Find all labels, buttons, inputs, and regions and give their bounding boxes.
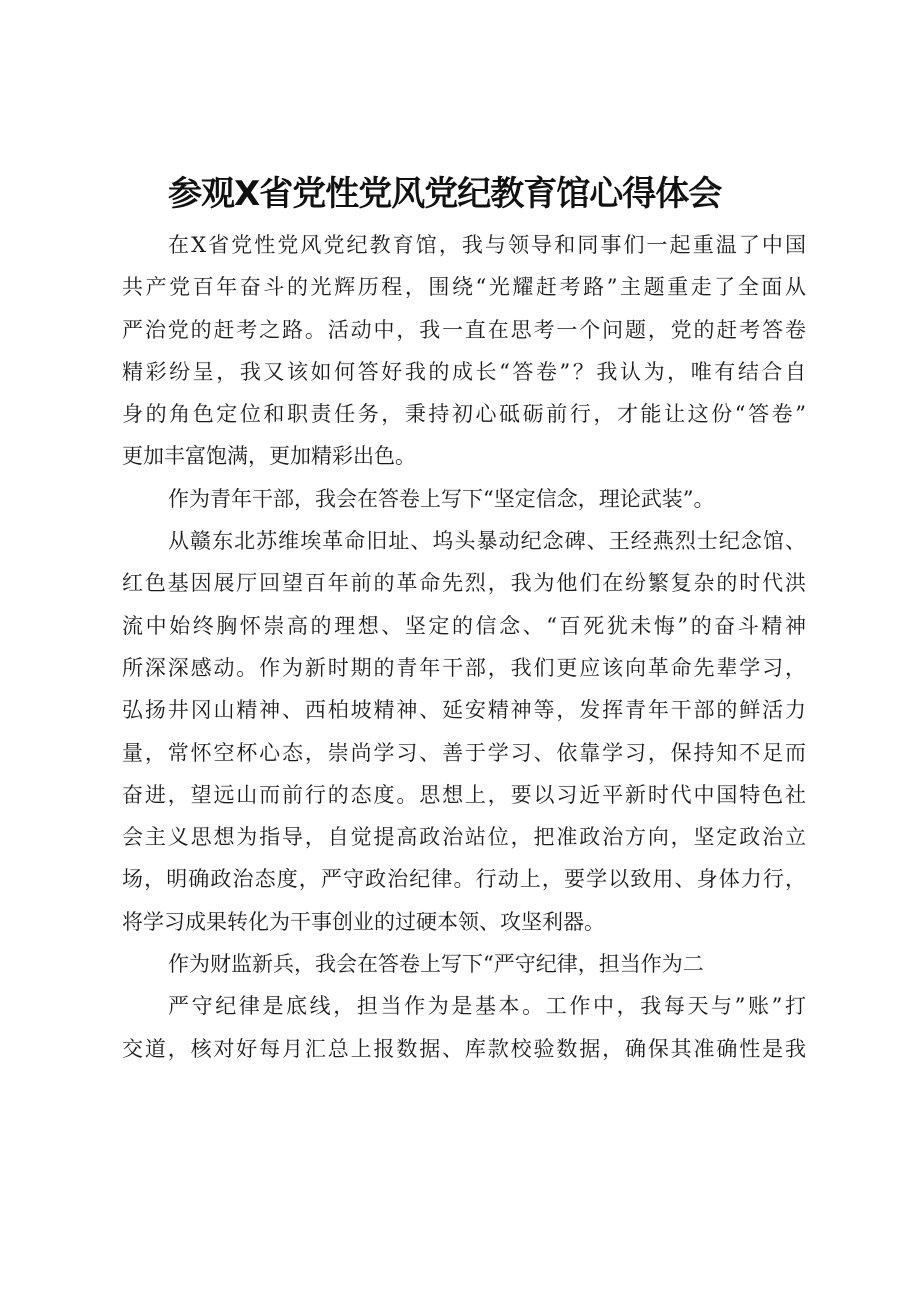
text-line: 红色基因展厅回望百年前的革命先烈，我为他们在纷繁复杂的时代洪 <box>122 571 806 596</box>
text-line: 作为财监新兵，我会在答卷上写下“严守纪律，担当作为二 <box>168 952 704 977</box>
text-line: 弘扬井冈山精神、西柏坡精神、延安精神等，发挥青年干部的鲜活力 <box>122 698 806 723</box>
text-line: 量，常怀空杯心态，崇尚学习、善于学习、依靠学习，保持知不足而 <box>122 740 806 765</box>
text-line: 所深深感动。作为新时期的青年干部，我们更应该向革命先辈学习， <box>122 655 806 680</box>
paragraph <box>122 224 806 478</box>
paragraph <box>122 943 806 985</box>
text-line: 交道，核对好每月汇总上报数据、库款校验数据，确保其准确性是我 <box>122 1036 806 1061</box>
paragraph <box>122 478 806 520</box>
text-line: 严守纪律是底线，担当作为是基本。工作中，我每天与”账”打 <box>168 994 806 1019</box>
text-line: 场，明确政治态度，严守政治纪律。行动上，要学以致用、身体力行， <box>122 867 806 892</box>
text-line: 严治党的赶考之路。活动中，我一直在思考一个问题，党的赶考答卷 <box>122 317 806 342</box>
paragraph <box>122 985 806 1070</box>
text-line: 身的角色定位和职责任务，秉持初心砥砺前行，才能让这份“答卷” <box>122 402 806 427</box>
text-line: 作为青年干部，我会在答卷上写下“坚定信念，理论武装”。 <box>168 486 715 511</box>
text-line: 精彩纷呈，我又该如何答好我的成长“答卷”？我认为，唯有结合自 <box>122 359 806 384</box>
text-line: 共产党百年奋斗的光辉历程，围绕“光耀赶考路”主题重走了全面从 <box>122 275 806 300</box>
document-title: 参观X省党性党风党纪教育馆心得体会 <box>168 174 722 214</box>
text-line: 从赣东北苏维埃革命旧址、坞头暴动纪念碑、王经燕烈士纪念馆、 <box>168 529 806 554</box>
document-body <box>122 224 806 1070</box>
paragraph <box>122 520 806 943</box>
text-line: 将学习成果转化为干事创业的过硬本领、攻坚利器。 <box>122 909 605 934</box>
text-line: 奋进，望远山而前行的态度。思想上，要以习近平新时代中国特色社 <box>122 782 806 807</box>
text-line: 会主义思想为指导，自觉提高政治站位，把准政治方向，坚定政治立 <box>122 825 806 850</box>
text-line: 更加丰富饱满，更加精彩出色。 <box>122 444 416 469</box>
text-line: 流中始终胸怀崇高的理想、坚定的信念、“百死犹未悔”的奋斗精神 <box>122 613 806 638</box>
text-line: 在X省党性党风党纪教育馆，我与领导和同事们一起重温了中国 <box>168 233 806 257</box>
